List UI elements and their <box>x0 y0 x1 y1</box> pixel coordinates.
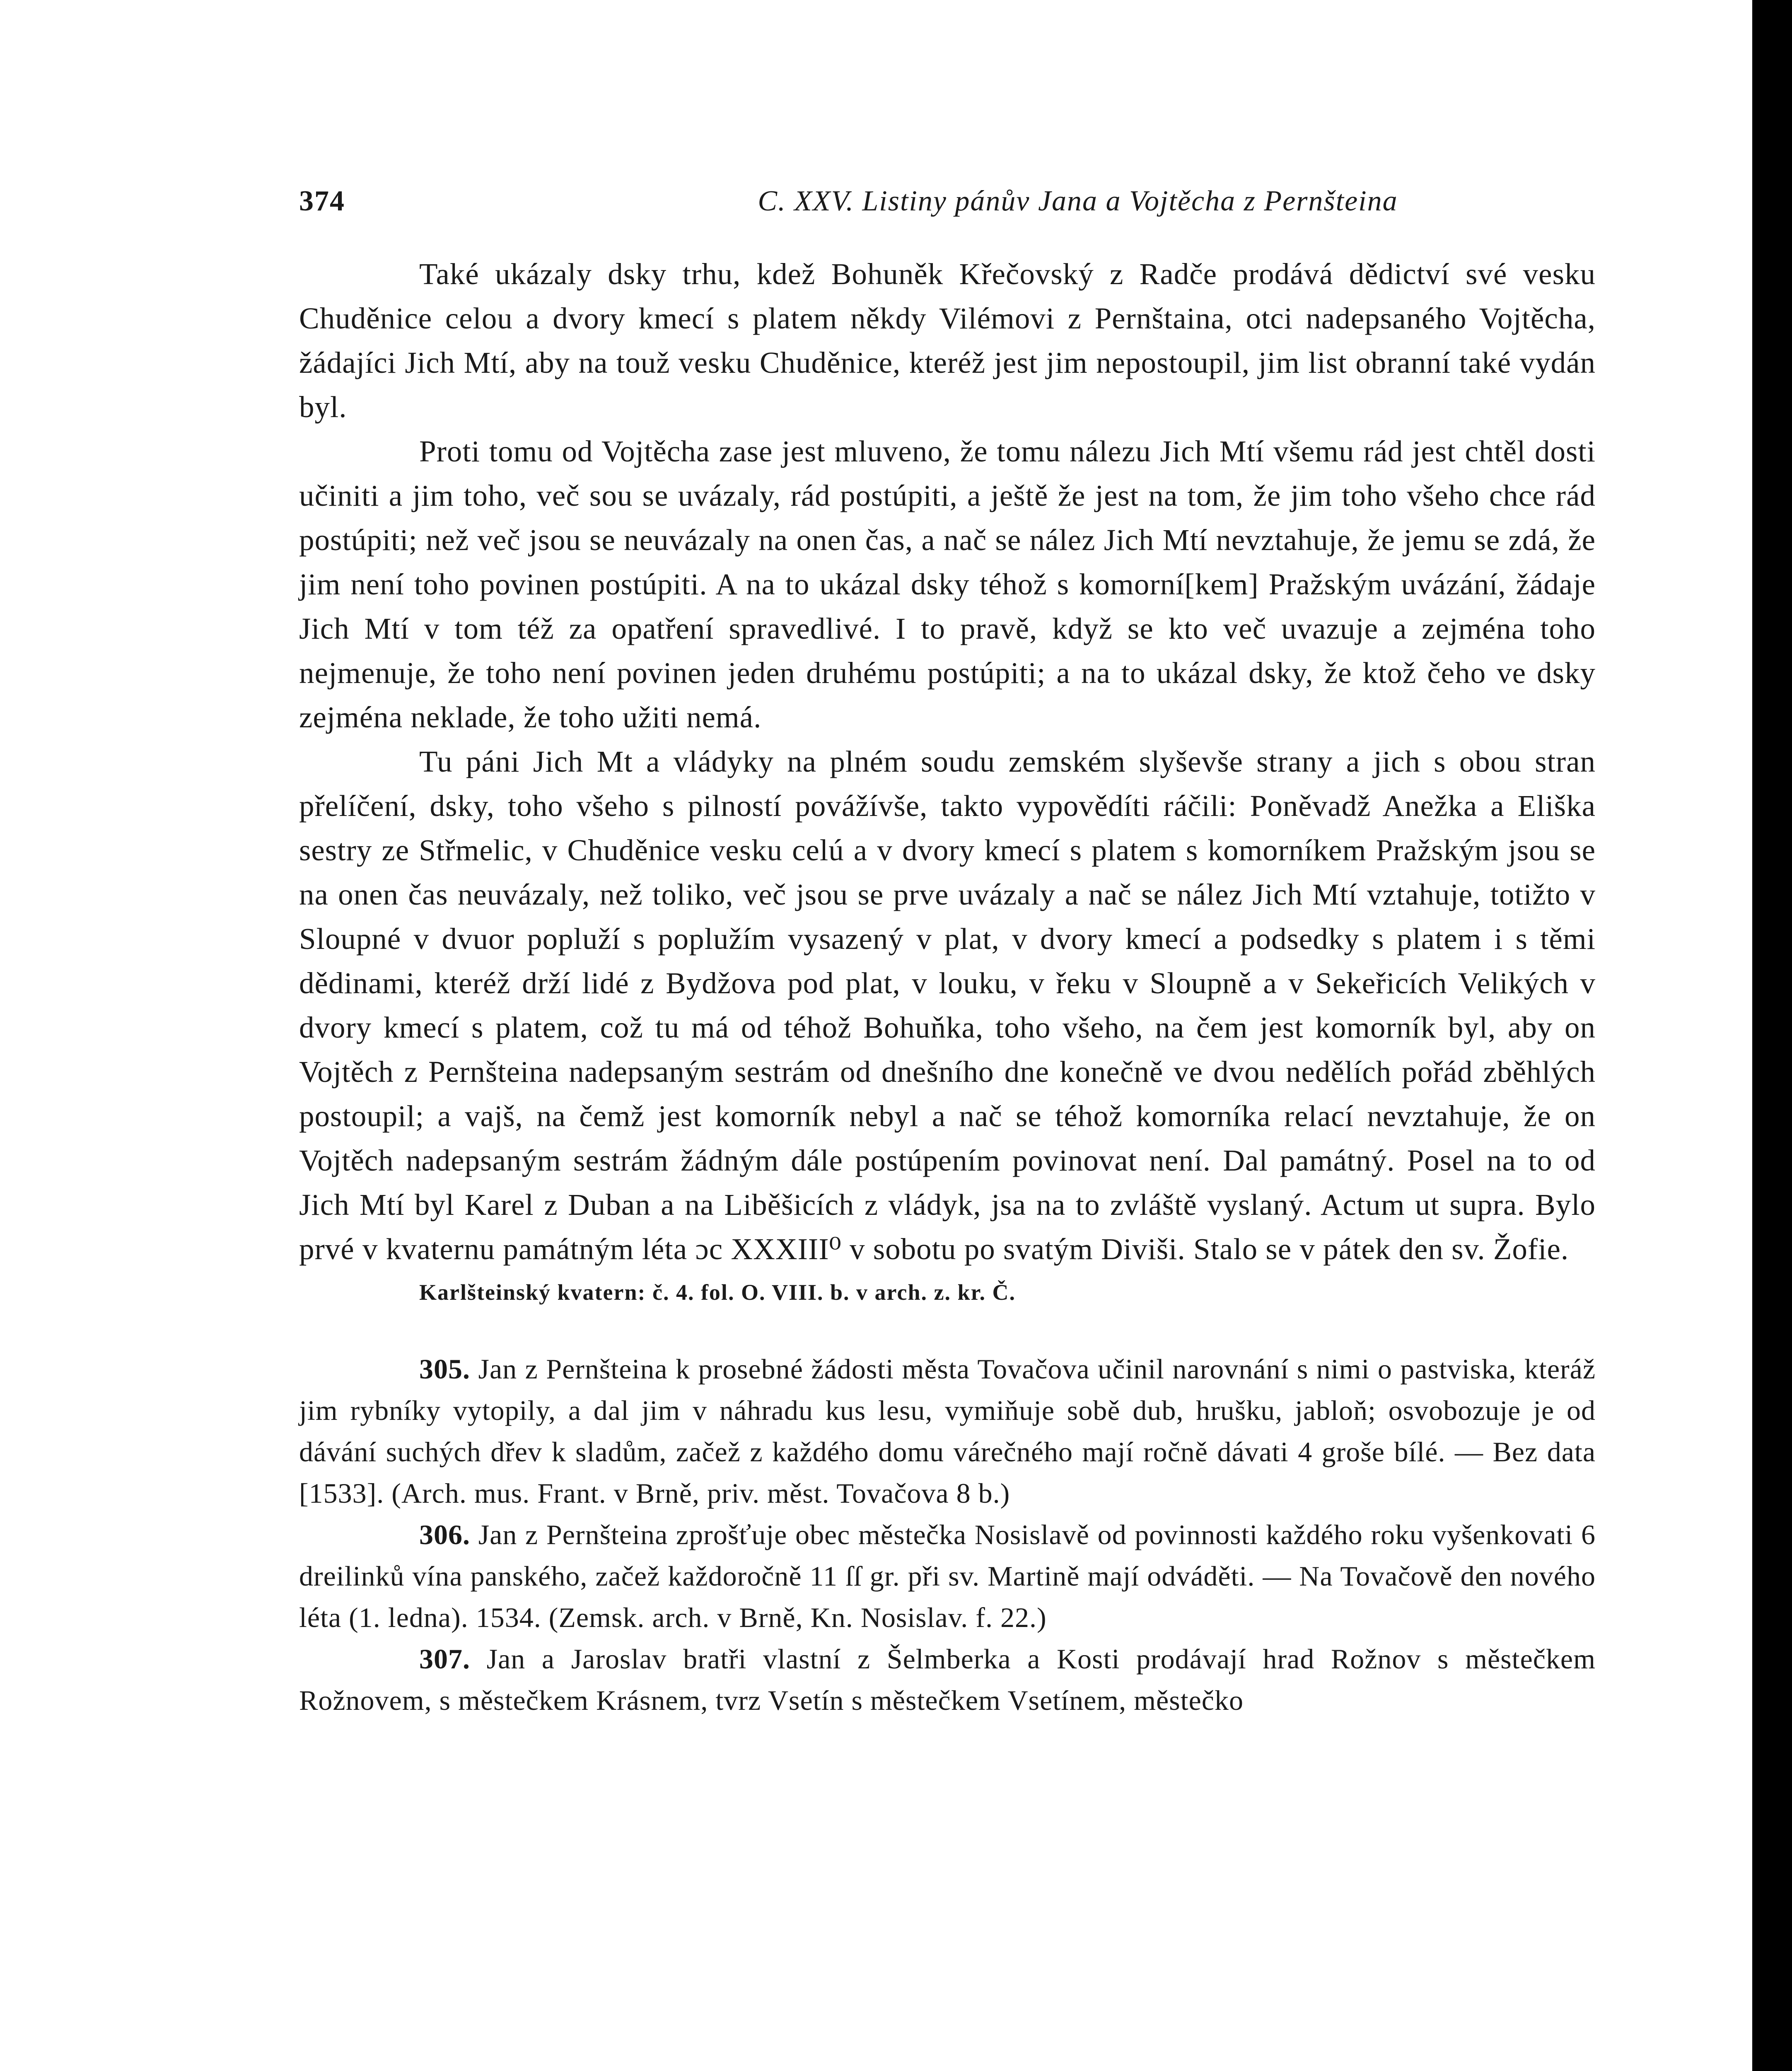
regest-number: 305. <box>419 1353 470 1385</box>
main-text <box>299 252 1596 1721</box>
scan-border <box>1752 0 1792 2071</box>
regest-306 <box>299 1514 1596 1638</box>
running-title: C. XXV. Listiny pánův Jana a Vojtěcha z Pernšteina <box>758 185 1398 217</box>
regest-number: 307. <box>419 1643 470 1675</box>
page-content <box>299 174 1596 1721</box>
paragraph: Proti tomu od Vojtěcha zase jest mluveno, že tomu nálezu Jich Mtí všemu rád jest chtěl dosti učiniti a jim toho, več sou se uvázaly, rád postúpiti, a ještě že jest na tom, že jim toho všeho chce rád postúpiti; než več jsou se neuvázaly na onen čas, a nač se nález Jich Mtí nevztahuje, že jemu se zdá, že jim není toho povinen postúpiti. A na to ukázal dsky téhož s komorní[kem] Pražským uvázání, žádaje Jich Mtí v tom též za opatření spravedlivé. I to pravě, když se kto več uvazuje a zejména toho nejmenuje, že toho není povinen jeden druhému postúpiti; a na to ukázal dsky, že ktož čeho ve dsky zejména neklade, že toho užiti nemá. <box>299 434 1596 734</box>
regest-text: Jan z Pernšteina k prosebné žádosti města Tovačova učinil narovnání s nimi o pastviska, kteráž jim rybníky vytopily, a dal jim v náhradu kus lesu, vymiňuje sobě dub, hrušku, jabloň; osvobozuje je od dávání suchých dřev k sladům, začež z každého domu várečného mají ročně dávati 4 groše bílé. — Bez data [1533]. (Arch. mus. Frant. v Brně, priv. měst. Tovačova 8 b.) <box>299 1353 1596 1509</box>
regest-number: 306. <box>419 1519 470 1550</box>
regest-text: Jan a Jaroslav bratři vlastní z Šelmberka a Kosti prodávají hrad Rožnov s městečkem Rožnovem, s městečkem Krásnem, tvrz Vsetín s městečkem Vsetínem, městečko <box>299 1643 1596 1716</box>
paragraph: Také ukázaly dsky trhu, kdež Bohuněk Křečovský z Radče prodává dědictví své vesku Chuděnice celou a dvory kmecí s platem někdy Vilémovi z Pernštaina, otci nadepsaného Vojtěcha, žádajíci Jich Mtí, aby na touž vesku Chuděnice, kteréž jest jim nepostoupil, jim list obranní také vydán byl. <box>299 257 1596 424</box>
regest-305 <box>299 1348 1596 1514</box>
regest-text: Jan z Pernšteina zprošťuje obec městečka Nosislavě od povinnosti každého roku vyšenkovati 6 dreilinků vína panského, začež každoročně 11 ſſ gr. při sv. Martině mají odváděti. — Na Tovačově den nového léta (1. ledna). 1534. (Zemsk. arch. v Brně, Kn. Nosislav. f. 22.) <box>299 1519 1596 1633</box>
running-header <box>299 174 1596 224</box>
source-note: Karlšteinský kvatern: č. 4. fol. O. VIII. b. v arch. z. kr. Č. <box>419 1280 1016 1305</box>
regest-307 <box>299 1638 1596 1721</box>
page-number: 374 <box>299 185 345 217</box>
paragraph: Tu páni Jich Mt a vládyky na plném soudu zemském slyševše strany a jich s obou stran přelíčení, dsky, toho všeho s pilností povážívše, takto vypovědíti ráčili: Poněvadž Anežka a Eliška sestry ze Střmelic, v Chuděnice vesku celú a v dvory kmecí s platem s komorníkem Pražským jsou se na onen čas neuvázaly, než toliko, več jsou se prve uvázaly a nač se nález Jich Mtí vztahuje, totižto v Sloupné v dvuor popluží s poplužím vysazený v plat, v dvory kmecí a podsedky s platem i s těmi dědinami, kteréž drží lidé z Bydžova pod plat, v louku, v řeku v Sloupně a v Sekeřicích Velikých v dvory kmecí s platem, což tu má od téhož Bohuňka, toho všeho, na čem jest komorník byl, aby on Vojtěch z Pernšteina nadepsaným sestrám od dnešního dne konečně ve dvou nedělích pořád zběhlých postoupil; a vajš, na čemž jest komorník nebyl a nač se téhož komorníka relací nevztahuje, že on Vojtěch nadepsaným sestrám žádným dále postúpením povinovat není. Dal památný. Posel na to od Jich Mtí byl Karel z Duban a na Liběšicích z vládyk, jsa na to zvláště vyslaný. Actum ut supra. Bylo prvé v kvaternu památným léta ɔc XXXIII⁰ v sobotu po svatým Diviši. Stalo se v pátek den sv. Žofie. <box>299 745 1596 1266</box>
